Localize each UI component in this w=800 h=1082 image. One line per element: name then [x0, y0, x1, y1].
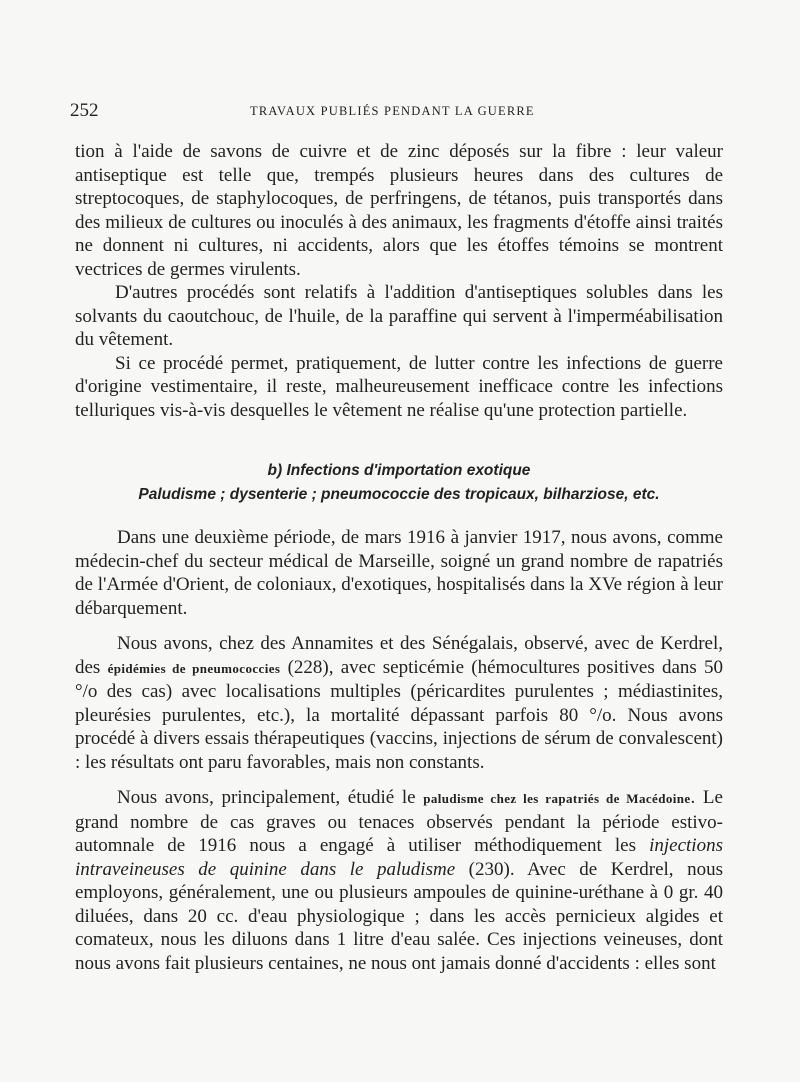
- paragraph-6-text-a: Nous avons, principalement, étudié le: [117, 787, 424, 808]
- running-head: TRAVAUX PUBLIÉS PENDANT LA GUERRE: [250, 104, 535, 118]
- paragraph-5-emphasis: épidémies de pneumococcies: [107, 660, 281, 676]
- page-header: [70, 100, 730, 126]
- section-title: b) Infections d'importation exotique: [267, 462, 531, 479]
- paragraph-6-text-c: (230). Avec de Kerdrel, nous employons, généralement, une ou plusieurs ampoules de quinine-uréthane à 0 gr. 40 diluées, dans 20 cc. d'eau physiologique ; dans les accès pernicieux algides et comateux, nous les diluons dans 1 litre d'eau salée. Ces injections veineuses, dont nous avons fait plusieurs centaines, ne nous ont jamais donné d'accidents : elles sont: [75, 858, 723, 974]
- paragraph-5-text-b: (228), avec septicémie (hémocultures positives dans 50 °/o des cas) avec localisations multiples (péricardites purulentes ; médiastinites, pleurésies purulentes, etc.), la mortalité dépassant parfois 80 °/o. Nous avons procédé à divers essais thérapeutiques (vaccins, injections de sérum de convalescent) : les résultats ont paru favorables, mais non constants.: [75, 656, 724, 773]
- paragraph-6-emphasis: paludisme chez les rapatriés de Macédoine: [423, 791, 691, 806]
- paragraph-5: [75, 632, 723, 774]
- paragraph-5-text-a: Nous avons, chez des Annamites et des Sénégalais, observé, avec de Kerdrel, des: [75, 633, 723, 678]
- paragraph-4: Dans une deuxième période, de mars 1916 à janvier 1917, nous avons, comme médecin-chef du secteur médical de Marseille, soigné un grand nombre de rapatriés de l'Armée d'Orient, de coloniaux, d'exotiques, hospitalisés dans la XVe région à leur débarquement.: [75, 527, 723, 619]
- page-number: 252: [70, 100, 99, 121]
- page-body: [75, 140, 723, 975]
- paragraph-2: D'autres procédés sont relatifs à l'addition d'antiseptiques solubles dans les solvants du caoutchouc, de l'huile, de la paraffine qui servent à l'imperméabilisation du vêtement.: [75, 282, 723, 350]
- paragraph-3: Si ce procédé permet, pratiquement, de lutter contre les infections de guerre d'origine vestimentaire, il reste, malheureusement inefficace contre les infections telluriques vis-à-vis desquelles le vêtement ne réalise qu'une protection partielle.: [75, 352, 723, 421]
- paragraph-6: [75, 786, 723, 975]
- section-subtitle: Paludisme ; dysenterie ; pneumococcie des tropicaux, bilharziose, etc.: [138, 486, 660, 503]
- paragraph-6-text-b: . Le grand nombre de cas graves ou tenaces observés pendant la période estivo-automnale de 1916 nous a engagé à utiliser méthodiquement les: [75, 787, 723, 856]
- paragraph-6-italic: injections intraveineuses de quinine dans le paludisme: [75, 835, 723, 880]
- paragraph-1: tion à l'aide de savons de cuivre et de zinc déposés sur la fibre : leur valeur antiseptique est telle que, trempés plusieurs heures dans des cultures de streptocoques, de staphylocoques, de perfringens, de tétanos, puis transportés dans des milieux de cultures ou inoculés à des animaux, les fragments d'étoffe ainsi traités ne donnent ni cultures, ni accidents, alors que les étoffes témoins se montrent vectrices de germes virulents.: [75, 141, 723, 280]
